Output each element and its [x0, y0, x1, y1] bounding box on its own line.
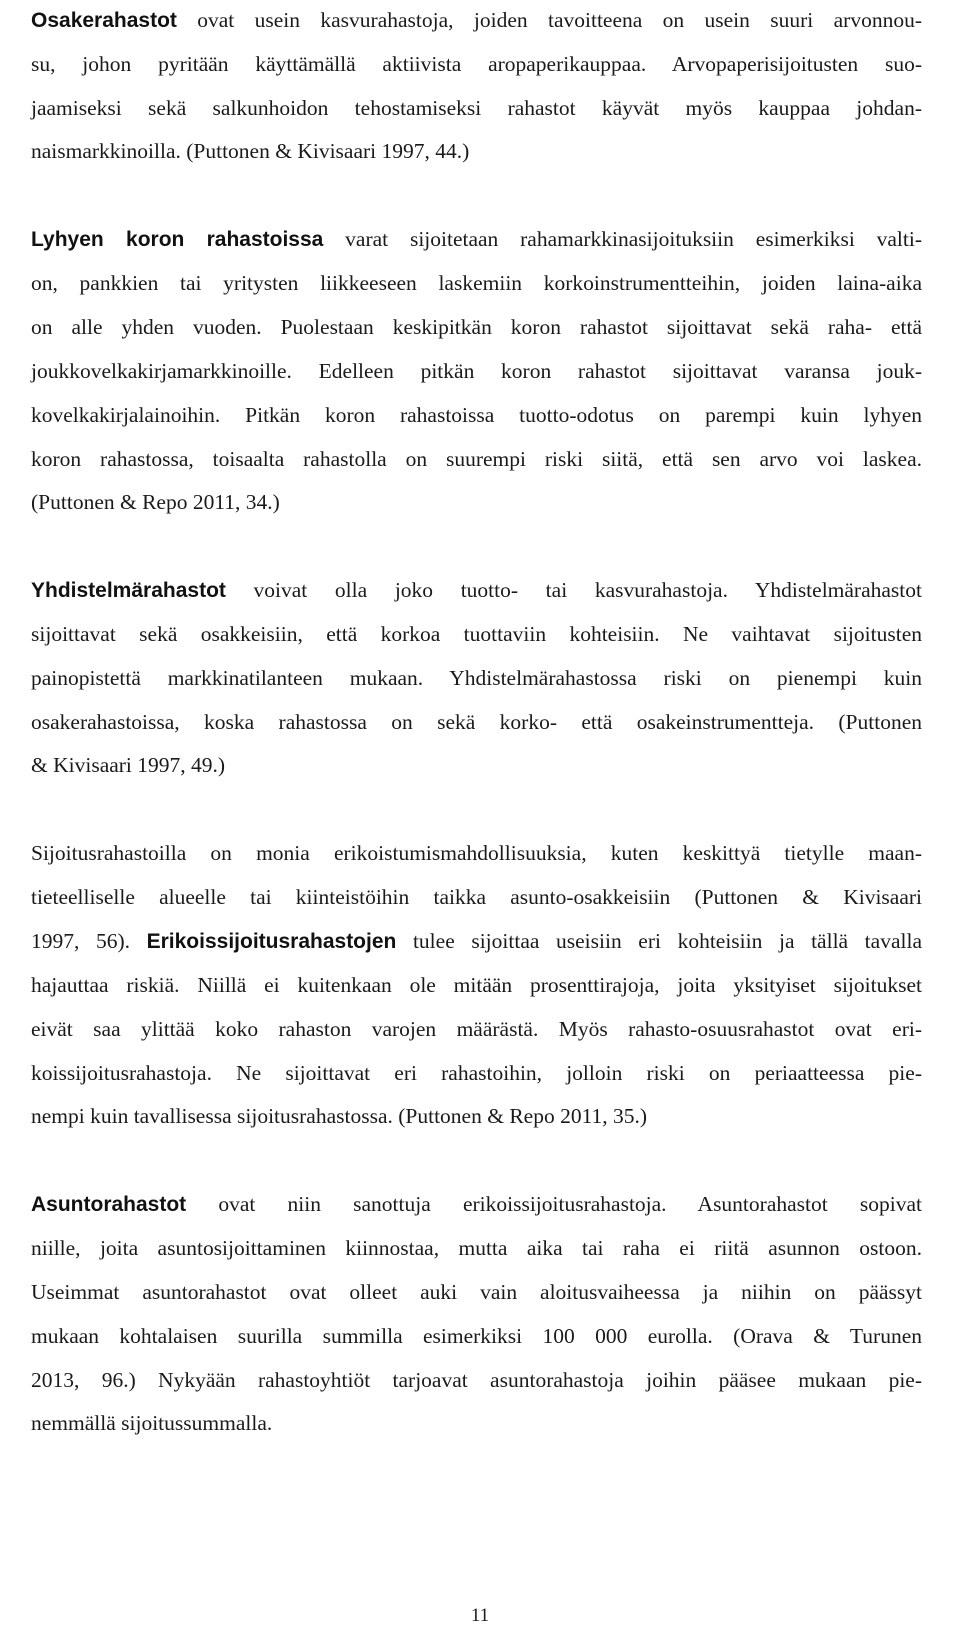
paragraph-line: kovelkakirjalainoihin. Pitkän koron rahastoissa tuotto-odotus on parempi kuin lyhyen — [31, 403, 922, 427]
term-lyhyen-koron-rahastoissa: Lyhyen koron rahastoissa — [31, 228, 324, 251]
paragraph-line: 1997, 56). Erikoissijoitusrahastojen tulee sijoittaa useisiin eri kohteisiin ja tällä tavalla — [31, 929, 922, 953]
paragraph-line: jaamiseksi sekä salkunhoidon tehostamiseksi rahastot käyvät myös kauppaa johdan- — [31, 96, 922, 120]
paragraph-line: painopistettä markkinatilanteen mukaan. Yhdistelmärahastossa riski on pienempi kuin — [31, 666, 922, 690]
paragraph-line: on alle yhden vuoden. Puolestaan keskipitkän koron rahastot sijoittavat sekä raha- että — [31, 315, 922, 339]
paragraph-line: (Puttonen & Repo 2011, 34.) — [31, 490, 280, 514]
paragraph-line: osakerahastoissa, koska rahastossa on sekä korko- että osakeinstrumentteja. (Puttonen — [31, 710, 922, 734]
paragraph-line: Sijoitusrahastoilla on monia erikoistumismahdollisuuksia, kuten keskittyä tietylle maan- — [31, 841, 922, 865]
paragraph-line: Lyhyen koron rahastoissa varat sijoitetaan rahamarkkinasijoituksiin esimerkiksi valti- — [31, 227, 922, 251]
term-osakerahastot: Osakerahastot — [31, 9, 177, 32]
page-number: 11 — [470, 1605, 490, 1626]
term-erikoissijoitusrahastojen: Erikoissijoitusrahastojen — [146, 930, 397, 953]
paragraph-line: 2013, 96.) Nykyään rahastoyhtiöt tarjoavat asuntorahastoja joihin pääsee mukaan pie- — [31, 1368, 922, 1392]
paragraph-line: joukkovelkakirjamarkkinoille. Edelleen pitkän koron rahastot sijoittavat varansa jouk- — [31, 359, 922, 383]
paragraph-line: naismarkkinoilla. (Puttonen & Kivisaari 1997, 44.) — [31, 139, 470, 163]
paragraph-line: nempi kuin tavallisessa sijoitusrahastossa. (Puttonen & Repo 2011, 35.) — [31, 1104, 648, 1128]
paragraph-line: tieteelliselle alueelle tai kiinteistöihin taikka asunto-osakkeisiin (Puttonen & Kivisaari — [31, 885, 922, 909]
paragraph-line: koissijoitusrahastoja. Ne sijoittavat eri rahastoihin, jolloin riski on periaatteessa pie- — [31, 1061, 922, 1085]
paragraph-line: sijoittavat sekä osakkeisiin, että korkoa tuottaviin kohteisiin. Ne vaihtavat sijoitusten — [31, 622, 922, 646]
paragraph-line: Osakerahastot ovat usein kasvurahastoja, joiden tavoitteena on usein suuri arvonnou- — [31, 8, 922, 32]
paragraph-line: & Kivisaari 1997, 49.) — [31, 753, 226, 777]
paragraph-line: hajauttaa riskiä. Niillä ei kuitenkaan ole mitään prosenttirajoja, joita yksityiset sijoitukset — [31, 973, 922, 997]
paragraph-line: nemmällä sijoitussummalla. — [31, 1411, 273, 1435]
term-asuntorahastot: Asuntorahastot — [31, 1193, 187, 1216]
paragraph-line: niille, joita asuntosijoittaminen kiinnostaa, mutta aika tai raha ei riitä asunnon ostoon. — [31, 1236, 922, 1260]
paragraph-line: Asuntorahastot ovat niin sanottuja erikoissijoitusrahastoja. Asuntorahastot sopivat — [31, 1192, 922, 1216]
paragraph-line: su, johon pyritään käyttämällä aktiivista aropaperikauppaa. Arvopaperisijoitusten suo- — [31, 52, 922, 76]
term-yhdistelmarahastot: Yhdistelmärahastot — [31, 579, 226, 602]
paragraph-line: eivät saa ylittää koko rahaston varojen määrästä. Myös rahasto-osuusrahastot ovat eri- — [31, 1017, 922, 1041]
paragraph-line: Useimmat asuntorahastot ovat olleet auki vain aloitusvaiheessa ja niihin on päässyt — [31, 1280, 922, 1304]
paragraph-line: on, pankkien tai yritysten liikkeeseen laskemiin korkoinstrumentteihin, joiden laina-aika — [31, 271, 922, 295]
paragraph-line: mukaan kohtalaisen suurilla summilla esimerkiksi 100 000 eurolla. (Orava & Turunen — [31, 1324, 922, 1348]
paragraph-line: Yhdistelmärahastot voivat olla joko tuotto- tai kasvurahastoja. Yhdistelmärahastot — [31, 578, 922, 602]
paragraph-line: koron rahastossa, toisaalta rahastolla on suurempi riski siitä, että sen arvo voi laskea. — [31, 447, 922, 471]
